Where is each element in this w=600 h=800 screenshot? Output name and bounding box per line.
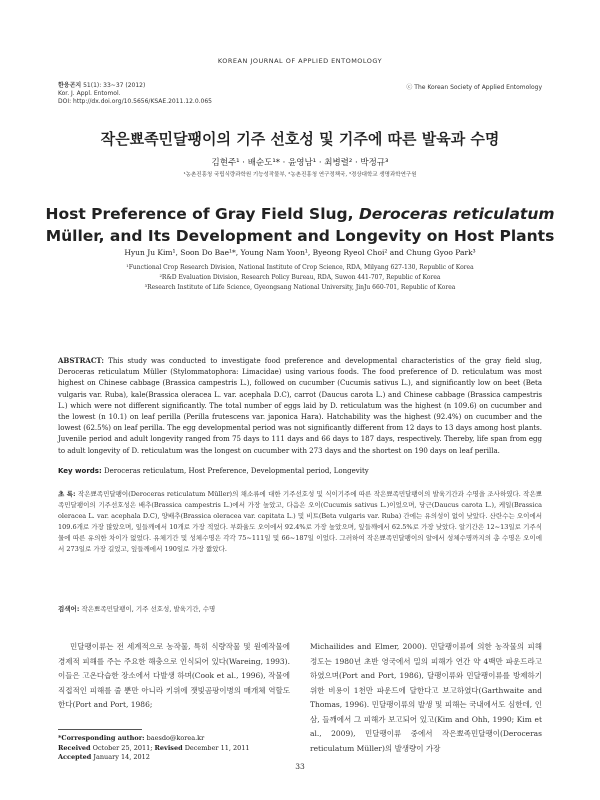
title-en-part1: Host Preference of Gray Field Slug, xyxy=(45,205,359,223)
revised-date: December 11, 2011 xyxy=(182,743,250,752)
affiliation-1: ¹Functional Crop Research Division, National Institute of Crop Science, RDA, Milyang 627-130, Republic of Korea xyxy=(126,264,474,271)
accepted-date: January 14, 2012 xyxy=(91,753,150,761)
affiliation-3: ³Research Institute of Life Science, Gyeongsang National University, JinJu 660-701, Republic of Korea xyxy=(144,284,456,291)
citation-kr: 한응곤지 xyxy=(58,82,82,89)
journal-abbrev: Kor. J. Appl. Entomol. xyxy=(58,90,121,97)
authors-english: Hyun Ju Kim¹, Soon Do Bae¹*, Young Nam Yoon¹, Byeong Ryeol Choi² and Chung Gyoo Park³ xyxy=(124,248,476,257)
received-date: October 25, 2011; xyxy=(90,743,155,752)
keywords-kr-label: 검색어: xyxy=(58,605,80,613)
affiliations-english xyxy=(40,263,560,293)
journal-name: KOREAN JOURNAL OF APPLIED ENTOMOLOGY xyxy=(217,57,383,65)
body-column-left: 민달팽이류는 전 세계적으로 농작물, 특히 식량작물 및 원예작물에 경제적 피해를 주는 주요한 해충으로 인식되어 있다(Wareing, 1993). 이들은 고온다습한 장소에서 다발생 하며(Cook et al., 1996), 작물에 직접적인 피해를 줄 뿐만 아니라 키위에 잿빛곰팡이병의 매개체 역할도 한다(Port and Port, 1986; xyxy=(58,642,290,709)
citation-line xyxy=(58,82,212,90)
abstract-korean xyxy=(58,489,542,556)
abstract-kr-text: 작은뾰족민달팽이(Deroceras reticulatum Müller)의 채소류에 대한 기주선호성 및 식이기주에 따른 작은뾰족민달팽이의 발육기간과 수명을 조사하였다. 작은뾰족민달팽이의 기주선호성은 배추(Brassica campestris L.)에서 가장 높았고, 다음은 오이(Cucumis sativus L.)이었으며, 당근(Daucus carota L.), 케일(Brassica oleracea L. var. acephala D.C), 양배추(Brassica oleracea var. capitata L.) 및 비트(Beta vulgaris var. Ruba) 간에는 유의성이 없이 낮았다. 산란수는 오이에서 109.6개로 가장 많았으며, 잎들깨에서 10개로 가장 적었다. 부화율도 오이에서 92.4%로 가장 높았으며, 잎들깨에서 62.5%로 가장 낮았다. 알기간은 12~13일로 기주식물에 따른 유의한 차이가 없었다. 유체기간 및 성체수명은 각각 75~111일 및 66~187일 이었다. 그러하여 작은뾰족민달팽이의 알에서 성체수명까지의 총 수명은 오이에서 273일로 가장 길었고, 잎들깨에서 190일로 가장 짧았다. xyxy=(58,490,542,554)
keywords-korean xyxy=(58,604,542,613)
footnote-divider xyxy=(58,729,142,730)
abstract-kr-label: 초 록: xyxy=(58,490,76,498)
corr-email[interactable]: baesdo@korea.kr xyxy=(144,734,205,742)
page-number: 33 xyxy=(295,762,305,771)
received-revised xyxy=(58,744,298,754)
corresponding-author xyxy=(58,734,298,744)
title-en-part2: Müller, and Its Development and Longevity on Host Plants xyxy=(45,227,555,245)
footnote xyxy=(58,734,298,763)
accepted-label: Accepted xyxy=(58,753,92,761)
title-en-species: Deroceras reticulatum xyxy=(358,205,555,223)
title-korean: 작은뾰족민달팽이의 기주 선호성 및 기주에 따른 발육과 수명 xyxy=(100,130,500,148)
revised-label: Revised xyxy=(154,743,183,752)
body-column-right: Michailides and Elmer, 2000). 민달팽이류에 의한 농작물의 피해정도는 1980년 초반 영국에서 밀의 피해가 연간 약 4백만 파운드라고 하였으며(Port and Port, 1986), 달팽이류와 민달팽이류를 방제하기 위한 비용이 1천만 파운드에 달한다고 보고하였다(Garthwaite and Thomas, 1996). 민달팽이류의 발생 및 피해는 국내에서도 심한데, 인삼, 들깨에서 그 피해가 보고되어 있고(Kim and Ohh, 1990; Kim et al., 2009), 민달팽이류 중에서 작은뾰족민달팽이(Deroceras reticulatum Müller)의 발생량이 가장 xyxy=(310,642,542,753)
header-band xyxy=(0,0,600,44)
doi-link[interactable]: DOI: http://dx.doi.org/10.5656/KSAE.2011.12.0.065 xyxy=(58,98,212,105)
keywords-kr-text: 작은뾰족민달팽이, 기주 선호성, 발육기간, 수명 xyxy=(79,605,216,613)
citation-volume: 51(1): 33~37 (2012) xyxy=(81,82,146,89)
abstract-label: ABSTRACT: xyxy=(58,356,104,365)
keywords-label: Key words: xyxy=(58,467,102,475)
journal-header xyxy=(0,0,600,44)
title-english xyxy=(40,203,560,247)
keywords-english xyxy=(58,467,542,475)
keywords-text: Deroceras reticulatum, Host Preference, Developmental period, Longevity xyxy=(101,467,369,475)
affiliation-2: ²R&D Evaluation Division, Research Policy Bureau, RDA, Suwon 441-707, Republic of Korea xyxy=(159,274,441,281)
abstract-english xyxy=(58,355,542,457)
copyright-notice: ⓒ The Korean Society of Applied Entomology xyxy=(406,84,542,91)
authors-korean: 김현주¹ · 배순도¹* · 윤영남¹ · 최병렬² · 박정규³ xyxy=(211,158,389,168)
received-label: Received xyxy=(58,743,91,752)
corr-label: *Corresponding author: xyxy=(58,734,145,742)
affiliations-korean: ¹농촌진흥청 국립식량과학원 기능성작물부, ²농촌진흥청 연구정책국, ³경상대학교 생명과학연구원 xyxy=(183,172,417,178)
citation-block xyxy=(58,82,212,106)
abstract-text: This study was conducted to investigate food preference and developmental characteristics of the gray field slug, Deroceras reticulatum Müller (Stylommatophora: Limacidae) using various foods. The food preference of D. reticulatum was most highest on Chinese cabbage (Brassica campestris L.), followed on cucumber (Cucumis sativus L.), and significantly low on beet (Beta vulgaris var. Ruba), kale(Brassica oleracea L. var. acephala D.C), carrot (Daucus carota L.) and Chinese cabbage (Brassica campestris L.) which were not different significantly. The total number of eggs laid by D. reticulatum was the highest (n 109.6) on cucumber and the lowest (n 10.1) on leaf perilla (Perilla frutescens var. japonica Hara). Hatchability was the highest (92.4%) on cucumber and the lowest (62.5%) on leaf perilla. The egg developmental period was not significantly different from 12 days to 13 days among host plants. Juvenile period and adult longevity ranged from 75 days to 111 days and 66 days to 187 days, respectively. Thereby, life span from egg to adult longevity of D. reticulatum was the longest on cucumber with 273 days and the shortest on 190 days on leaf perilla. xyxy=(58,357,542,455)
